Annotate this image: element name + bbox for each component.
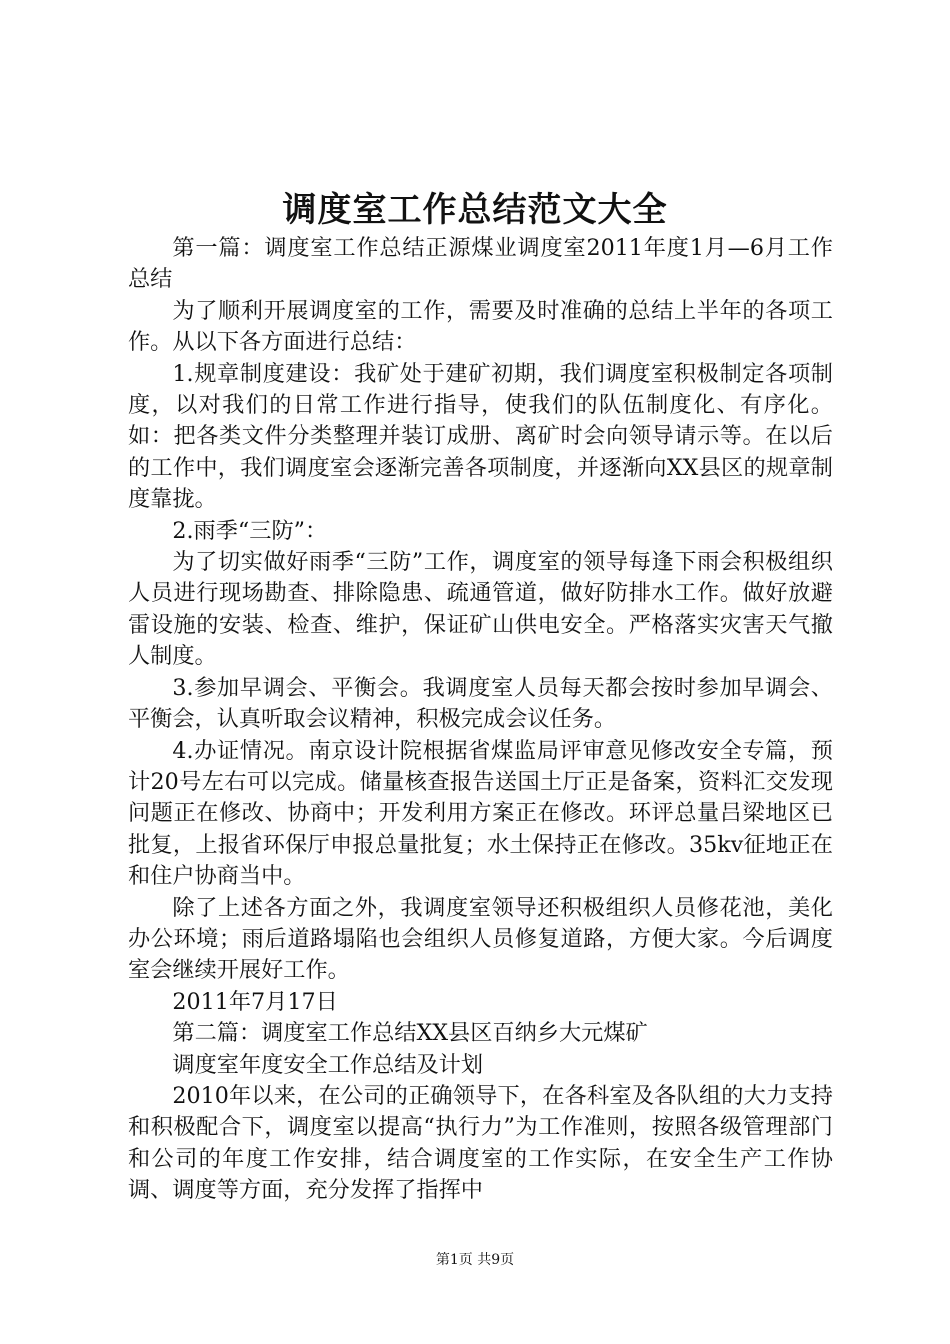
paragraph-8: 除了上述各方面之外，我调度室领导还积极组织人员修花池，美化办公环境；雨后道路塌陷也会组织人员修复道路，方便大家。今后调度室会继续开展好工作。 [128, 894, 833, 984]
paragraph-11: 调度室年度安全工作总结及计划 [172, 1051, 484, 1078]
document-title: 调度室工作总结范文大全 [282, 190, 668, 230]
paragraph-6: 3.参加早调会、平衡会。我调度室人员每天都会按时参加早调会、平衡会，认真听取会议精神，积极完成会议任务。 [128, 674, 833, 733]
paragraph-4: 2.雨季“三防”： [172, 517, 328, 544]
document-body [128, 233, 833, 1207]
paragraph-1: 第一篇：调度室工作总结正源煤业调度室2011年度1月—6月工作总结 [128, 235, 833, 293]
paragraph-12: 2010年以来，在公司的正确领导下，在各科室及各队组的大力支持和积极配合下，调度室以提高“执行力”为工作准则，按照各级管理部门和公司的年度工作安排，结合调度室的工作实际，在安全生产工作协调、调度等方面，充分发挥了指挥中 [128, 1082, 833, 1204]
paragraph-7: 4.办证情况。南京设计院根据省煤监局评审意见修改安全专篇，预计20号左右可以完成。储量核查报告送国土厅正是备案，资料汇交发现问题正在修改、协商中；开发利用方案正在修改。环评总量吕梁地区已批复，上报省环保厅申报总量批复；水土保持正在修改。35kv征地正在和住户协商当中。 [128, 737, 833, 890]
paragraph-10: 第二篇：调度室工作总结XX县区百纳乡大元煤矿 [172, 1020, 648, 1047]
date-line: 2011年7月17日 [172, 988, 338, 1015]
paragraph-2: 为了顺利开展调度室的工作，需要及时准确的总结上半年的各项工作。从以下各方面进行总结： [128, 297, 833, 356]
paragraph-3: 1.规章制度建设：我矿处于建矿初期，我们调度室积极制定各项制度，以对我们的日常工作进行指导，使我们的队伍制度化、有序化。如：把各类文件分类整理并装订成册、离矿时会向领导请示等。在以后的工作中，我们调度室会逐渐完善各项制度，并逐渐向XX县区的规章制度靠拢。 [128, 360, 833, 513]
page-footer: 第1页 共9页 [435, 1252, 515, 1268]
paragraph-5: 为了切实做好雨季“三防”工作，调度室的领导每逢下雨会积极组织人员进行现场勘查、排除隐患、疏通管道，做好防排水工作。做好放避雷设施的安装、检查、维护，保证矿山供电安全。严格落实灾害天气撤人制度。 [128, 549, 833, 670]
